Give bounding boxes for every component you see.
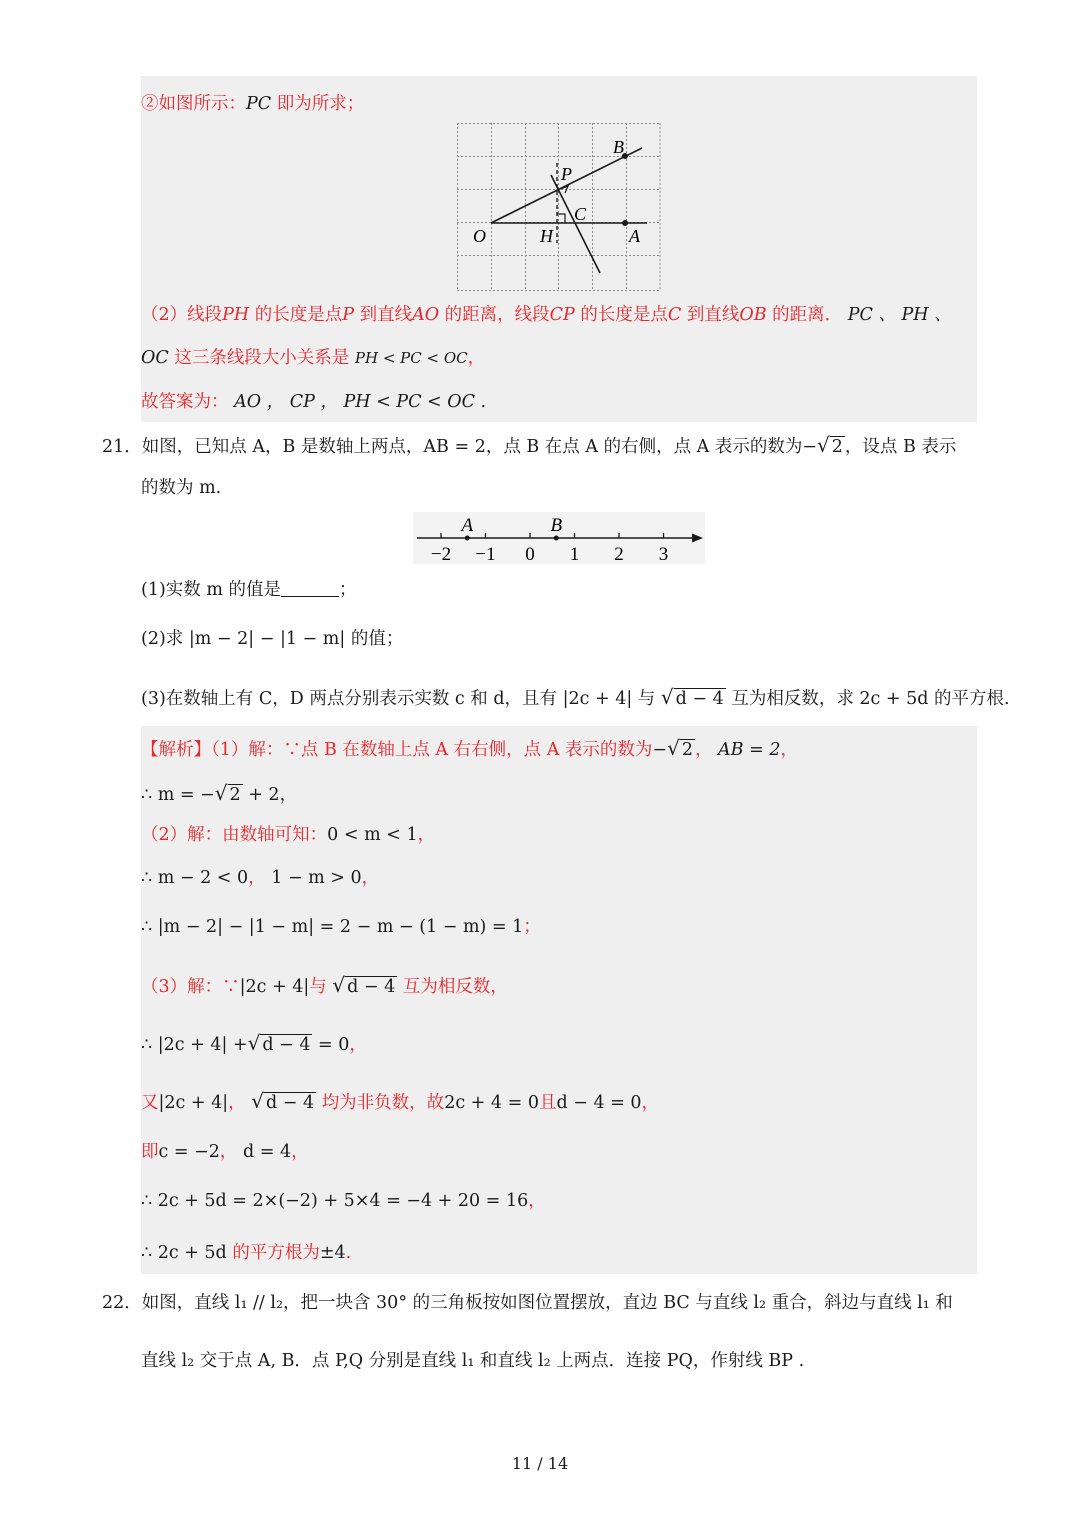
point-a-label: A <box>461 515 474 536</box>
tick-label: −1 <box>475 544 496 564</box>
sol21-line-1: 【解析】（1）解：∵点 B 在数轴上点 A 右右侧，点 A 表示的数为−√ 2 ， AB = 2， <box>141 736 798 760</box>
ray-ob <box>491 148 642 223</box>
label-c: C <box>574 204 587 224</box>
q21-number: 21． <box>102 437 142 457</box>
sol20-line-3: OC 这三条线段大小关系是 PH < PC < OC， <box>141 348 486 368</box>
sol20-line-4: 故答案为： AO ， CP ， PH < PC < OC . <box>141 392 487 412</box>
sol21-line-9: 即c = −2， d = 4， <box>141 1142 309 1162</box>
q21-part-3: (3)在数轴上有 C，D 两点分别表示实数 c 和 d，且有 |2c + 4| 与 √ d − 4 互为相反数，求 2c + 5d 的平方根. <box>141 685 1010 709</box>
q21-part-1: (1)实数 m 的值是 ； <box>141 580 357 600</box>
label-b: B <box>613 137 624 157</box>
answer-blank[interactable] <box>281 580 339 597</box>
tick-label: 3 <box>658 544 669 564</box>
page-number: 11 / 14 <box>511 1454 569 1473</box>
tick-label: −2 <box>430 544 452 564</box>
sol21-line-8: 又|2c + 4|， √ d − 4 均为非负数，故2c + 4 = 0且d − 4 = 0， <box>141 1089 660 1113</box>
number-line <box>413 512 705 564</box>
sol21-line-7: ∴ |2c + 4| +√ d − 4 = 0， <box>141 1031 367 1055</box>
sol21-line-4: ∴ m − 2 < 0， 1 − m > 0， <box>141 868 380 888</box>
sol21-line-3: （2）解：由数轴可知：0 < m < 1， <box>141 825 436 845</box>
point-b <box>554 536 559 541</box>
label-a: A <box>629 226 640 246</box>
sol21-line-11: ∴ 2c + 5d 的平方根为±4. <box>141 1243 352 1263</box>
label-h: H <box>540 226 553 246</box>
label-o: O <box>473 226 486 246</box>
sol21-line-5: ∴ |m − 2| − |1 − m| = 2 − m − (1 − m) = 1； <box>141 917 541 937</box>
tick-label: 1 <box>569 544 580 564</box>
point-a <box>622 220 628 226</box>
q21-part-2: (2)求 |m − 2| − |1 − m| 的值； <box>141 629 404 649</box>
q22-number: 22． <box>102 1293 142 1313</box>
grid-figure <box>457 123 661 291</box>
tick-label: 0 <box>525 544 535 564</box>
tick-label: 2 <box>614 544 624 564</box>
sol21-line-10: ∴ 2c + 5d = 2×(−2) + 5×4 = −4 + 20 = 16， <box>141 1191 546 1211</box>
q22-line-2: 直线 l₂ 交于点 A, B．点 P,Q 分别是直线 l₁ 和直线 l₂ 上两点．连接 PQ，作射线 BP . <box>141 1351 805 1371</box>
sol20-line-1: ②如图所示：PC 即为所求； <box>141 94 365 114</box>
sol21-line-6: （3）解：∵|2c + 4|与 √ d − 4 互为相反数， <box>141 973 508 997</box>
q21-line-1: 21．如图，已知点 A，B 是数轴上两点，AB = 2，点 B 在点 A 的右侧，点 A 表示的数为−√ 2 ，设点 B 表示 <box>102 433 957 457</box>
point-b-label: B <box>550 515 563 536</box>
q21-line-2: 的数为 m. <box>141 478 222 498</box>
q22-line-1: 22．如图，直线 l₁ // l₂，把一块含 30° 的三角板按如图位置摆放，直边 BC 与直线 l₂ 重合，斜边与直线 l₁ 和 <box>102 1293 953 1313</box>
sol21-line-2: ∴ m = −√ 2 + 2， <box>141 781 298 805</box>
sol20-line-2: （2）线段PH 的长度是点P 到直线AO 的距离，线段CP 的长度是点C 到直线OB 的距离． PC 、 PH 、 <box>141 305 952 325</box>
point-a <box>465 536 470 541</box>
label-p: P <box>561 164 572 184</box>
